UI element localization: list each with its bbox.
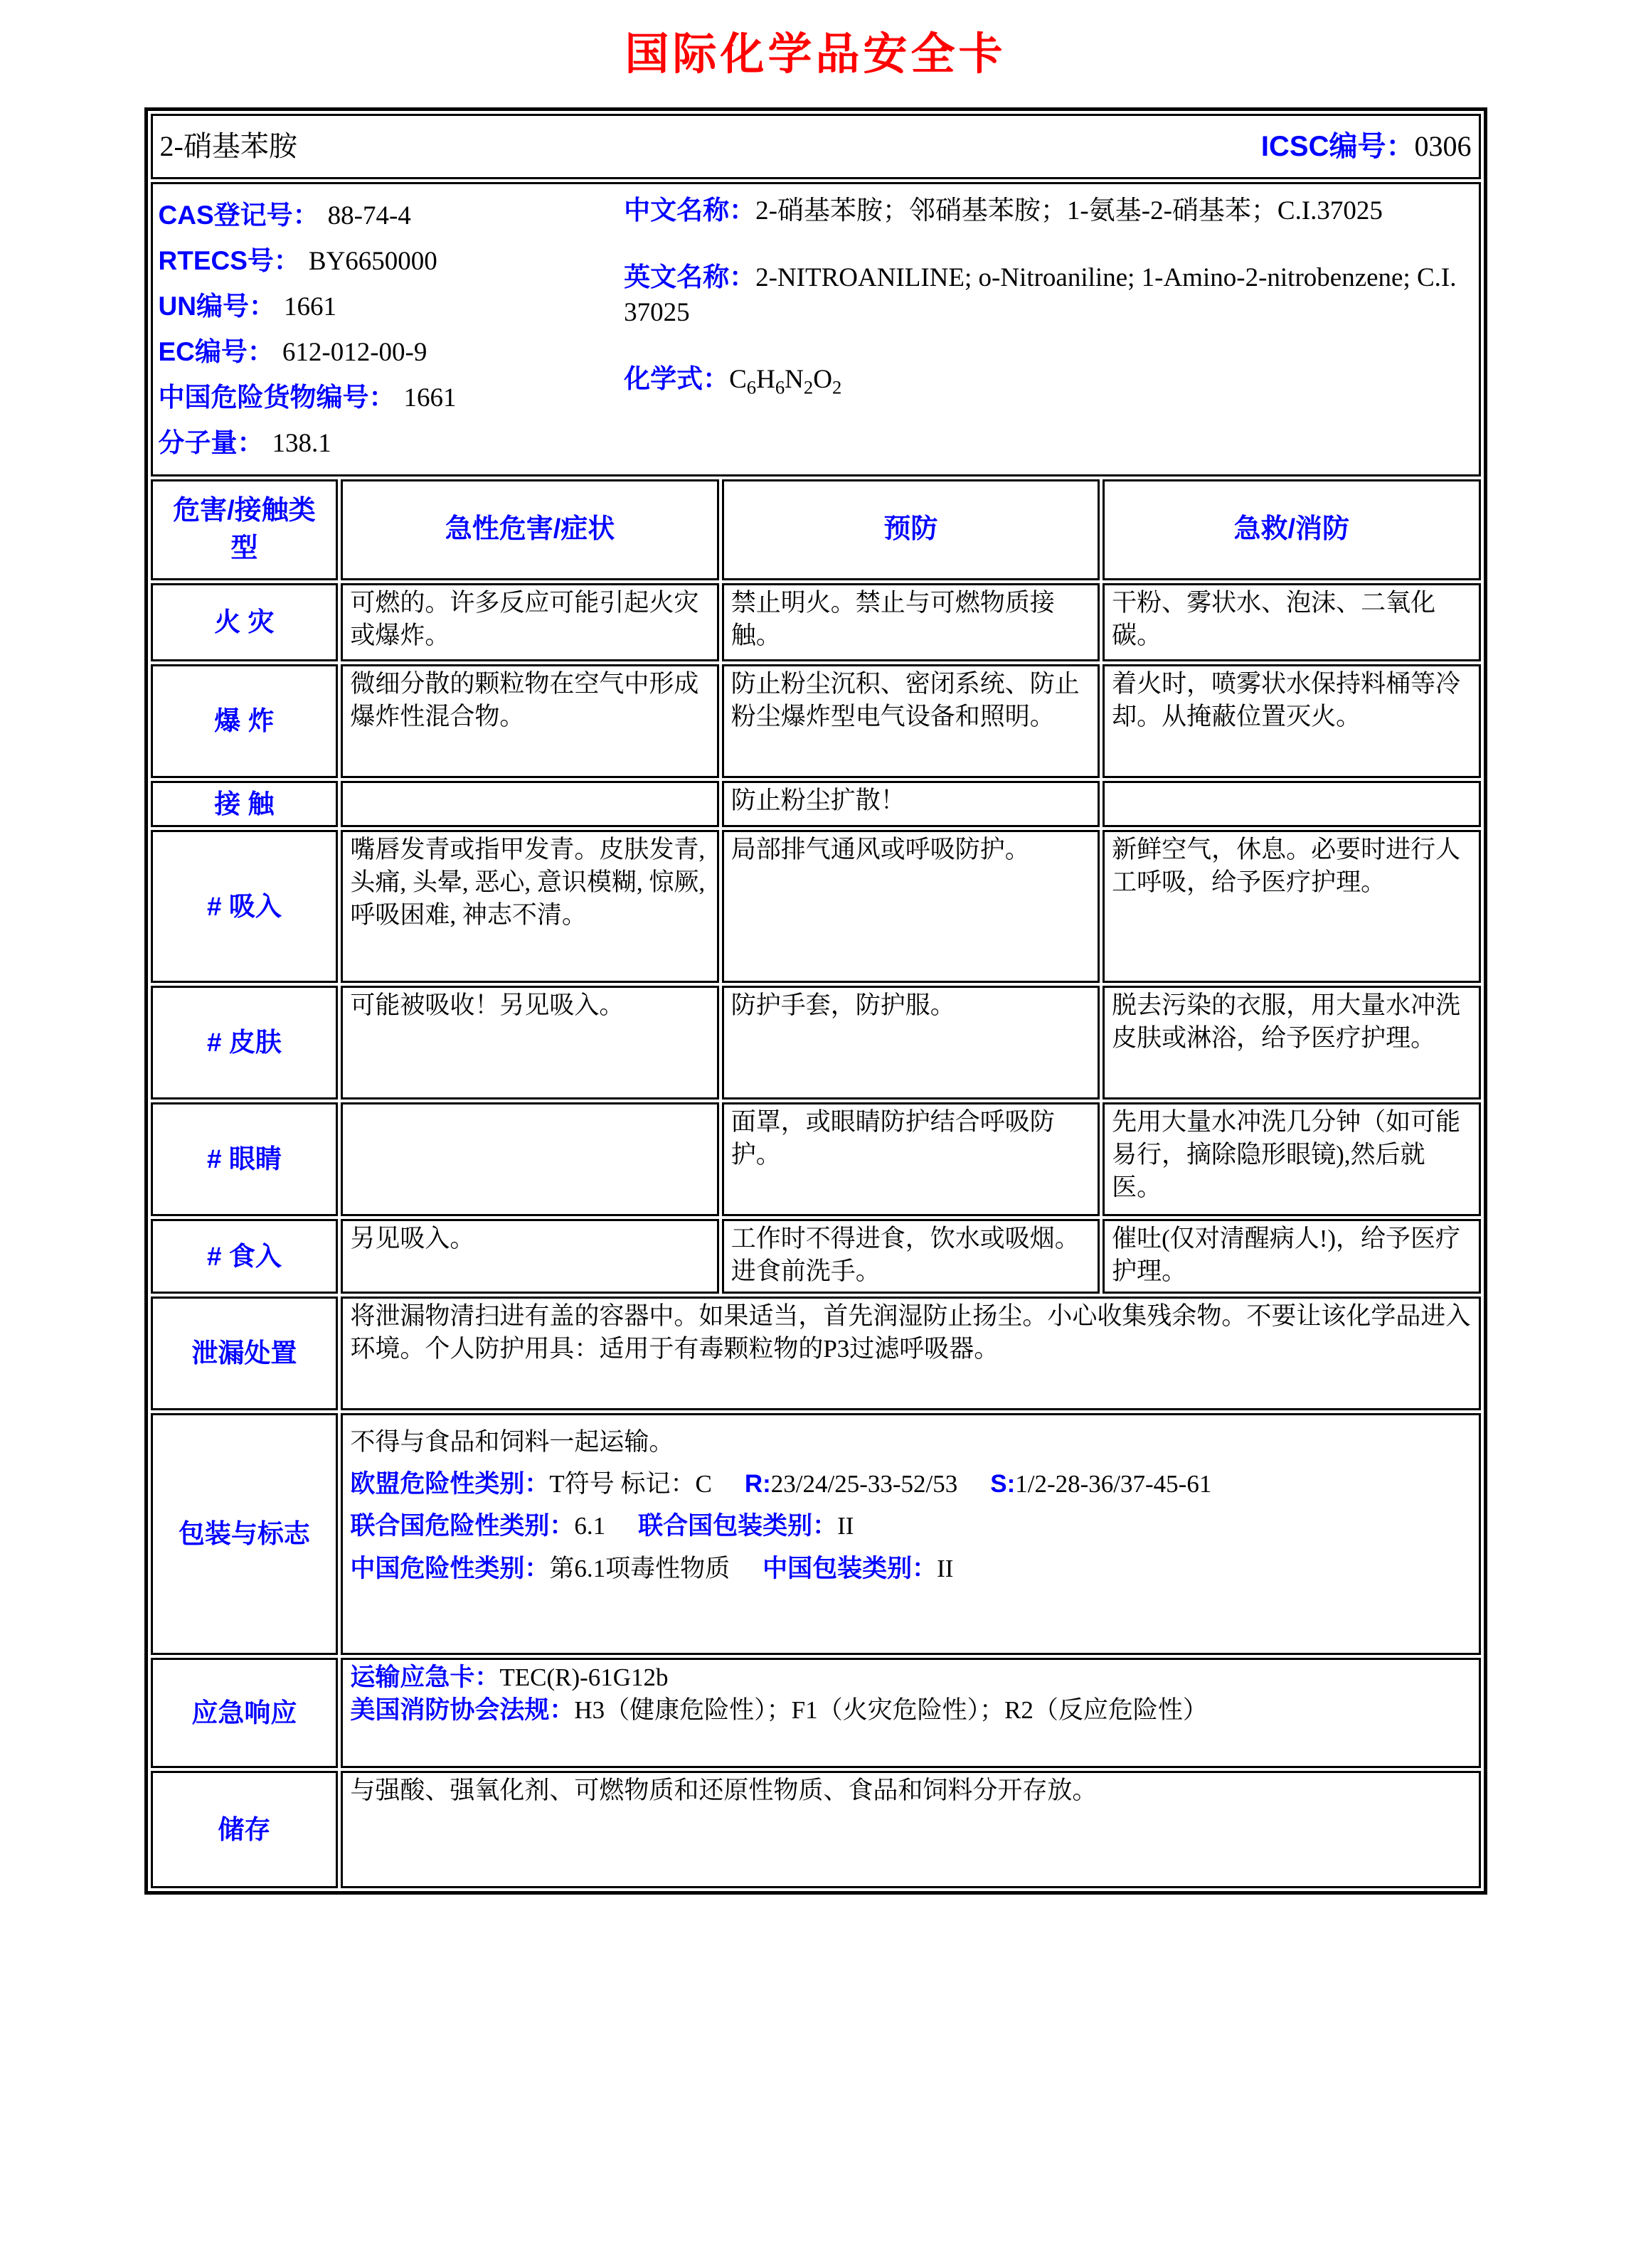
section-content-cell: [341, 1658, 1480, 1768]
page-title: 国际化学品安全卡: [625, 30, 1006, 79]
identifiers-list: [159, 193, 625, 466]
identifier-field: [159, 375, 625, 420]
section-field-label: 欧盟危险性类别：: [350, 1470, 550, 1498]
hazard-type-cell: 火 灾: [151, 583, 339, 661]
section-line: [350, 1468, 1471, 1501]
chinese-name-value: 2-硝基苯胺；邻硝基苯胺；1-氨基-2-硝基苯；C.I.37025: [755, 196, 1383, 225]
section-line: [350, 1300, 1471, 1365]
section-label-cell: 泄漏处置: [151, 1297, 339, 1410]
hazard-row: [151, 830, 1481, 983]
section-content-cell: [341, 1771, 1480, 1888]
identifier-value: BY6650000: [308, 247, 437, 276]
chemical-formula-value: $C_6H_6N_2O_2$: [729, 365, 842, 398]
hazard-header-type: 危害/接触类型: [151, 479, 339, 580]
section-row: [151, 1297, 1481, 1410]
identifier-label: 中国危险货物编号：: [158, 383, 395, 412]
hazard-type-cell: # 皮肤: [151, 986, 339, 1100]
section-line: [350, 1774, 1471, 1807]
identifier-value: 1661: [283, 292, 336, 321]
names-block: [624, 193, 1472, 466]
hazard-row: [151, 583, 1481, 661]
hazard-type-cell: 爆 炸: [151, 664, 339, 778]
card-info-cell: [151, 182, 1481, 477]
hazard-prevention-cell: 防止粉尘沉积、密闭系统、防止粉尘爆炸型电气设备和照明。: [722, 664, 1100, 778]
card-header-band: [160, 128, 1472, 166]
section-row: [151, 1771, 1481, 1888]
section-content-cell: [341, 1297, 1480, 1410]
card-info-row: [151, 182, 1481, 477]
icsc-number: 0306: [1414, 129, 1472, 162]
identifier-label: EC编号：: [158, 337, 274, 366]
section-field-value: II: [937, 1554, 954, 1582]
hazard-prevention-cell: 局部排气通风或呼吸防护。: [722, 830, 1100, 983]
section-label-cell: 储存: [151, 1771, 339, 1888]
section-field-value: 6.1: [574, 1512, 606, 1540]
hazard-symptoms-cell: 另见吸入。: [341, 1219, 718, 1294]
identifier-value: 138.1: [272, 429, 331, 458]
hazard-header-firstaid: 急救/消防: [1103, 479, 1480, 580]
chemical-name: 2-硝基苯胺: [159, 129, 297, 162]
card-header-cell: [151, 114, 1481, 179]
hazard-type-cell: 接 触: [151, 781, 339, 827]
english-name-label: 英文名称：: [624, 262, 756, 292]
identifier-label: CAS登记号：: [158, 201, 319, 230]
identifier-value: 612-012-00-9: [282, 338, 427, 367]
hazard-prevention-cell: 禁止明火。禁止与可燃物质接触。: [722, 583, 1100, 661]
hazard-prevention-cell: 工作时不得进食，饮水或吸烟。进食前洗手。: [722, 1219, 1100, 1294]
hazard-firstaid-cell: 催吐(仅对清醒病人!)，给予医疗护理。: [1103, 1219, 1480, 1294]
hazard-symptoms-cell: 可能被吸收！另见吸入。: [341, 986, 718, 1100]
section-field-label: 中国危险性类别：: [350, 1554, 550, 1582]
identifier-value: 88-74-4: [327, 201, 411, 230]
section-field-label: S:: [990, 1470, 1016, 1498]
hazard-row: [151, 986, 1481, 1100]
section-field-value: T符号 标记：C: [549, 1470, 712, 1498]
hazard-symptoms-cell: 嘴唇发青或指甲发青。皮肤发青, 头痛, 头晕, 恶心, 意识模糊, 惊厥, 呼吸困难, 神志不清。: [341, 830, 718, 983]
hazard-row: [151, 1102, 1481, 1216]
section-label-cell: 应急响应: [151, 1658, 339, 1768]
hazard-header-symptoms: 急性危害/症状: [341, 479, 718, 580]
hazard-header-row: [151, 479, 1481, 580]
formula-field: [624, 361, 1470, 405]
icsc-number-field: [1261, 128, 1472, 166]
section-field-value: 不得与食品和饲料一起运输。: [350, 1428, 674, 1456]
english-name-field: [624, 260, 1470, 330]
hazard-prevention-cell: 防护手套，防护服。: [722, 986, 1100, 1100]
section-field-value: 第6.1项毒性物质: [549, 1554, 731, 1582]
section-field-value: 23/24/25-33-52/53: [770, 1470, 958, 1498]
identifier-value: 1661: [403, 383, 457, 412]
chinese-name-field: [624, 193, 1470, 228]
section-row: [151, 1658, 1481, 1768]
section-field-value: 1/2-28-36/37-45-61: [1015, 1470, 1212, 1498]
chinese-name-label: 中文名称：: [624, 196, 756, 225]
card-header-row: [151, 114, 1481, 179]
section-field-value: 与强酸、强氧化剂、可燃物质和还原性物质、食品和饲料分开存放。: [350, 1777, 1098, 1804]
hazard-firstaid-cell: 脱去污染的衣服，用大量水冲洗皮肤或淋浴，给予医疗护理。: [1103, 986, 1480, 1100]
icsc-card-table: [144, 107, 1487, 1895]
section-line: [350, 1553, 1471, 1585]
icsc-label: ICSC编号：: [1260, 130, 1415, 162]
hazard-firstaid-cell: [1103, 781, 1480, 827]
english-name-value: 2-NITROANILINE; o-Nitroaniline; 1-Amino-2-nitrobenzene; C.I. 37025: [624, 263, 1457, 327]
hazard-prevention-cell: 面罩，或眼睛防护结合呼吸防护。: [722, 1102, 1100, 1216]
hazard-symptoms-cell: 可燃的。许多反应可能引起火灾或爆炸。: [341, 583, 718, 661]
hazard-firstaid-cell: 干粉、雾状水、泡沫、二氧化碳。: [1103, 583, 1480, 661]
identifier-label: UN编号：: [158, 292, 275, 321]
section-label-cell: 包装与标志: [151, 1413, 339, 1655]
section-field-value: 将泄漏物清扫进有盖的容器中。如果适当，首先润湿防止扬尘。小心收集残余物。不要让该化学品进入环境。个人防护用具：适用于有毒颗粒物的P3过滤呼吸器。: [350, 1302, 1471, 1363]
hazard-firstaid-cell: 着火时，喷雾状水保持料桶等冷却。从掩蔽位置灭火。: [1103, 664, 1480, 778]
identifier-field: [159, 284, 625, 329]
hazard-symptoms-cell: [341, 1102, 718, 1216]
section-field-label: 运输应急卡：: [350, 1663, 500, 1691]
hazard-header-prevention: 预防: [722, 479, 1100, 580]
identifier-field: [159, 420, 625, 466]
identifier-field: [159, 238, 625, 284]
hazard-type-cell: # 吸入: [151, 830, 339, 983]
identifier-label: RTECS号：: [158, 246, 300, 275]
section-line: [350, 1426, 1471, 1459]
identifier-field: [159, 329, 625, 375]
section-line: [350, 1694, 1471, 1727]
section-line: [350, 1661, 1471, 1694]
section-field-label: 中国包装类别：: [763, 1554, 937, 1582]
section-field-label: R:: [744, 1470, 771, 1498]
hazard-row: [151, 781, 1481, 827]
section-field-value: TEC(R)-61G12b: [499, 1663, 669, 1691]
section-field-label: 联合国包装类别：: [638, 1512, 838, 1540]
formula-label: 化学式：: [624, 364, 730, 393]
identifier-label: 分子量：: [158, 428, 264, 457]
section-field-label: 美国消防协会法规：: [350, 1696, 575, 1725]
section-row: [151, 1413, 1481, 1655]
hazard-firstaid-cell: 先用大量水冲洗几分钟（如可能易行，摘除隐形眼镜),然后就医。: [1103, 1102, 1480, 1216]
section-content-cell: [341, 1413, 1480, 1655]
section-field-value: II: [837, 1512, 854, 1540]
hazard-symptoms-cell: 微细分散的颗粒物在空气中形成爆炸性混合物。: [341, 664, 718, 778]
hazard-row: [151, 664, 1481, 778]
hazard-row: [151, 1219, 1481, 1294]
info-columns: [159, 193, 1473, 466]
hazard-type-cell: # 食入: [151, 1219, 339, 1294]
hazard-firstaid-cell: 新鲜空气，休息。必要时进行人工呼吸，给予医疗护理。: [1103, 830, 1480, 983]
hazard-type-cell: # 眼睛: [151, 1102, 339, 1216]
section-field-label: 联合国危险性类别：: [350, 1512, 575, 1540]
section-line: [350, 1510, 1471, 1543]
hazard-prevention-cell: 防止粉尘扩散！: [722, 781, 1100, 827]
hazard-symptoms-cell: [341, 781, 718, 827]
identifier-field: [159, 193, 625, 238]
section-field-value: H3（健康危险性）；F1（火灾危险性）；R2（反应危险性）: [574, 1696, 1208, 1725]
